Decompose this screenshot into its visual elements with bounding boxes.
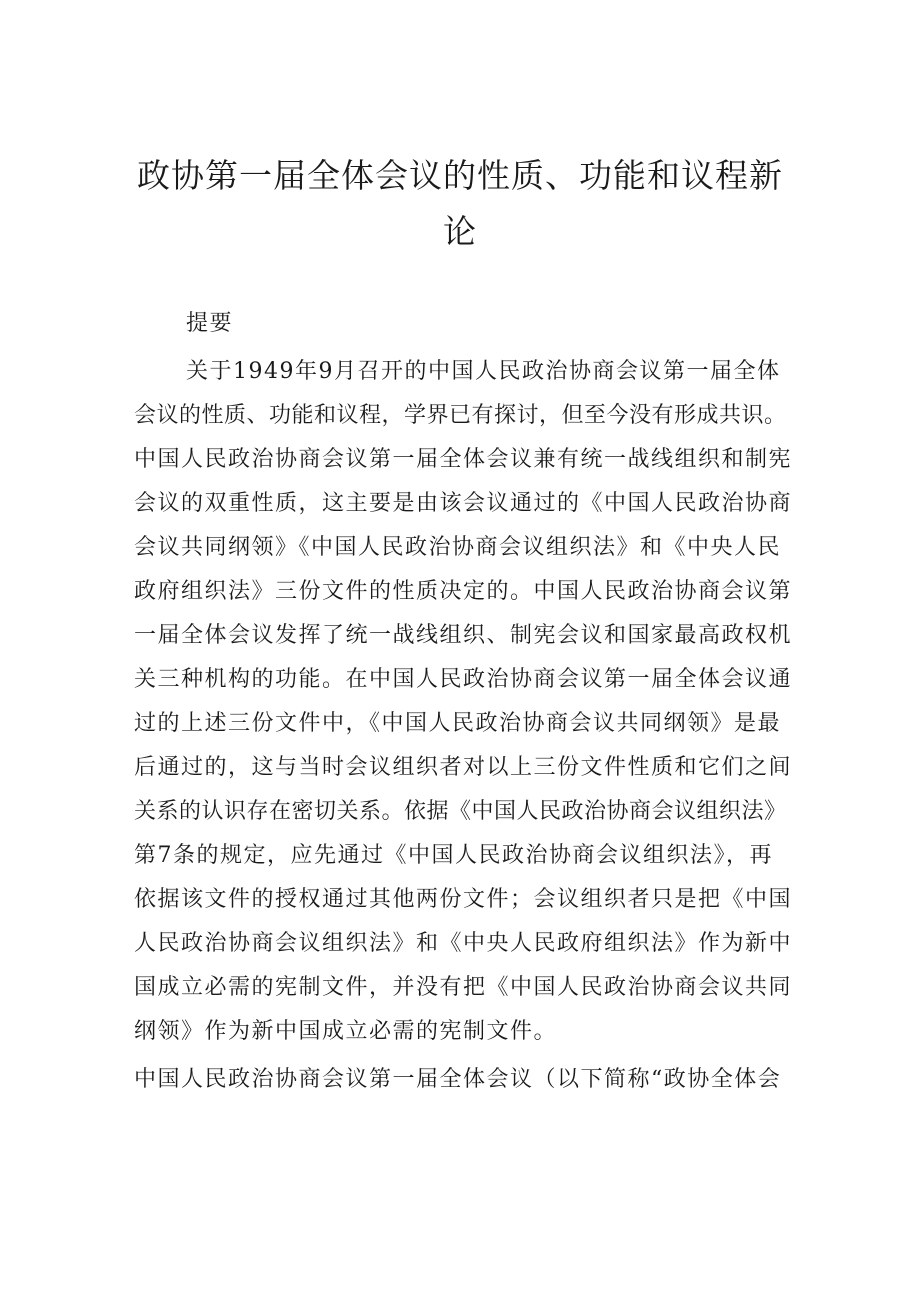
abstract-line: 会议的双重性质，这主要是由该会议通过的《中国人民政治协商: [134, 491, 793, 516]
abstract-line: 一届全体会议发挥了统一战线组织、制宪会议和国家最高政权机: [134, 623, 793, 648]
abstract-line: 会议共同纲领》《中国人民政治协商会议组织法》和《中央人民: [134, 535, 782, 560]
abstract-line: 关于1949年9月召开的中国人民政治协商会议第一届全体: [186, 359, 781, 384]
abstract-line: 政府组织法》三份文件的性质决定的。中国人民政治协商会议第: [134, 579, 793, 604]
abstract-line: 人民政治协商会议组织法》和《中央人民政府组织法》作为新中: [134, 931, 793, 956]
abstract-line: 关三种机构的功能。在中国人民政治协商会议第一届全体会议通: [134, 667, 793, 692]
title-line-2: 论: [443, 212, 477, 251]
abstract-line: 会议的性质、功能和议程，学界已有探讨，但至今没有形成共识。: [134, 403, 787, 428]
abstract-line: 关系的认识存在密切关系。依据《中国人民政治协商会议组织法》: [134, 799, 787, 824]
abstract-line: 第7条的规定，应先通过《中国人民政治协商会议组织法》，再: [134, 843, 773, 868]
page-title: [130, 148, 790, 260]
abstract-line: 后通过的，这与当时会议组织者对以上三份文件性质和它们之间: [134, 755, 793, 780]
abstract-heading: 提要: [186, 311, 234, 336]
body-line: 中国人民政治协商会议第一届全体会议（以下简称“政协全体会: [134, 1067, 782, 1092]
abstract-line: 过的上述三份文件中，《中国人民政治协商会议共同纲领》是最: [134, 711, 782, 736]
abstract-line: 中国人民政治协商会议第一届全体会议兼有统一战线组织和制宪: [134, 447, 793, 472]
abstract-line: 纲领》作为新中国成立必需的宪制文件。: [134, 1019, 558, 1044]
title-line-1: 政协第一届全体会议的性质、功能和议程新: [137, 156, 783, 195]
abstract-line: 国成立必需的宪制文件，并没有把《中国人民政治协商会议共同: [134, 975, 793, 1000]
abstract-line: 依据该文件的授权通过其他两份文件；会议组织者只是把《中国: [134, 887, 793, 912]
